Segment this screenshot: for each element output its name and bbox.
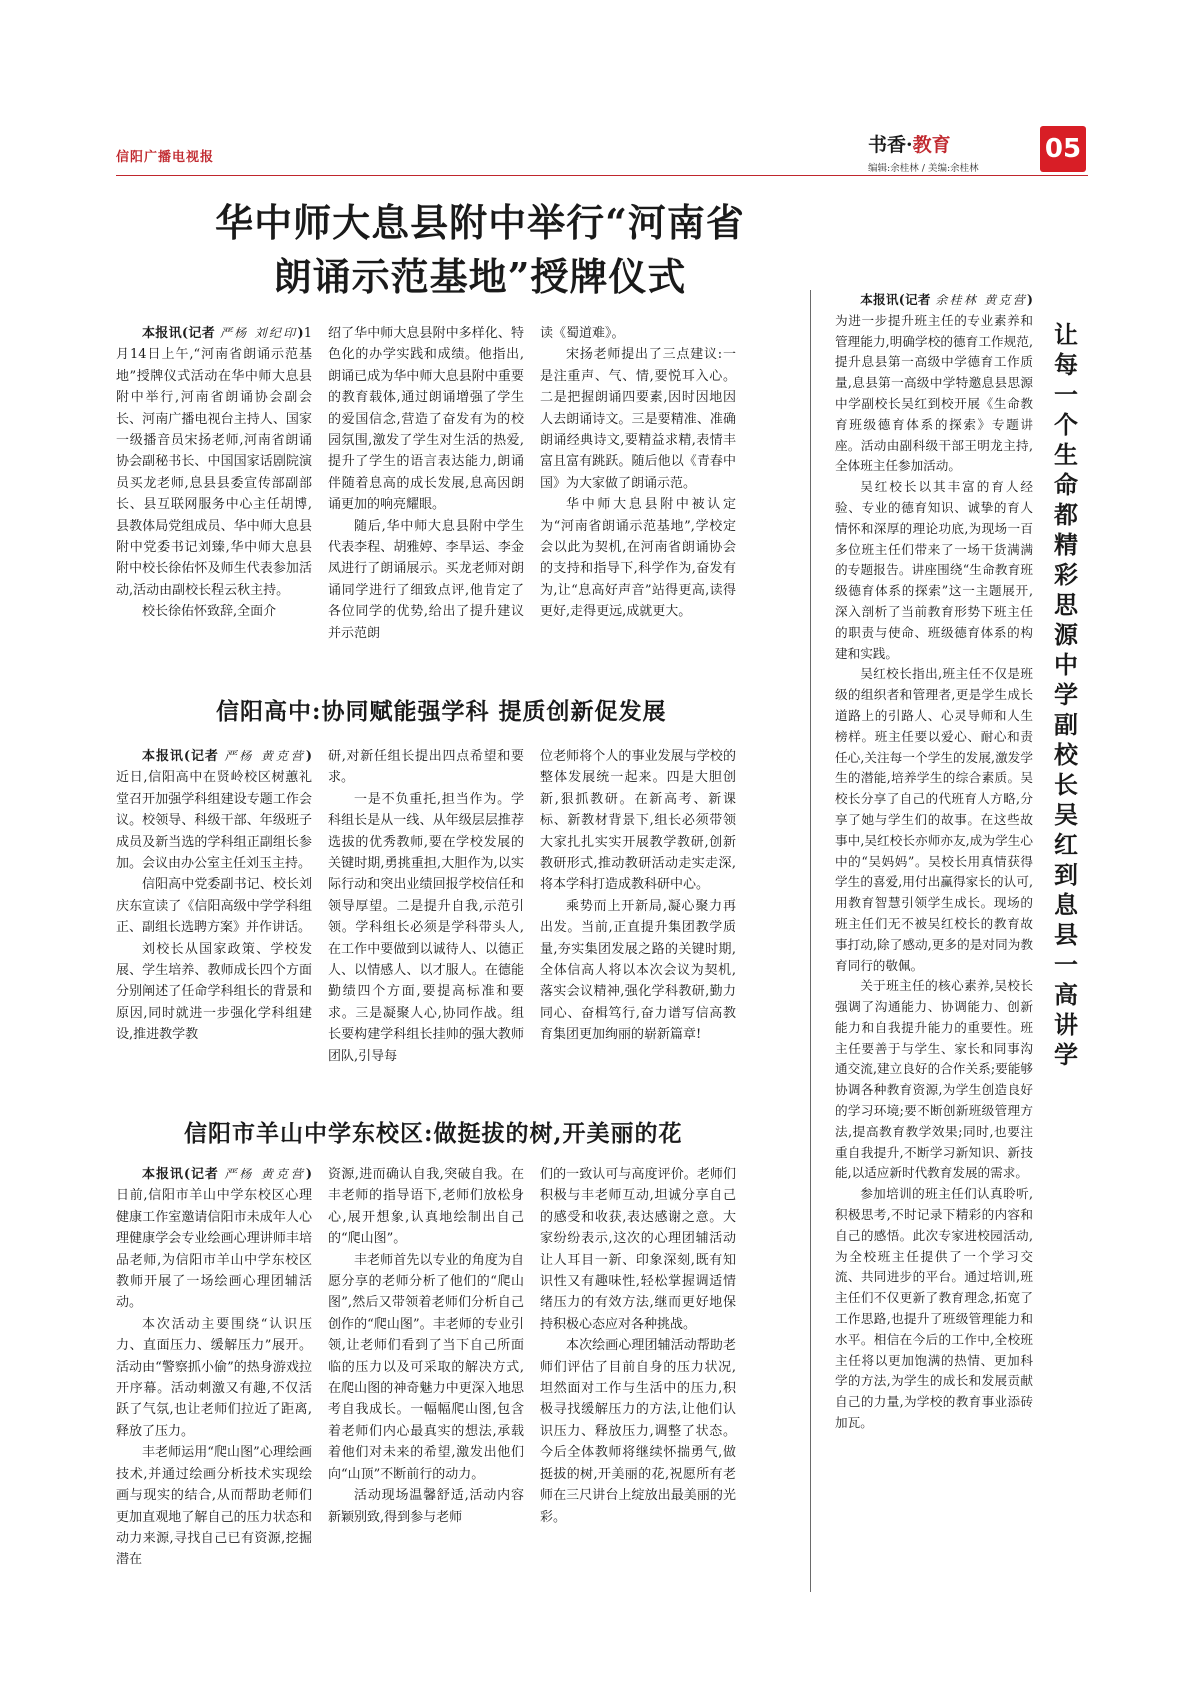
article3-paragraph: 活动现场温馨舒适,活动内容新颖别致,得到参与老师 — [328, 1488, 524, 1525]
article2-paragraph: 位老师将个人的事业发展与学校的整体发展统一起来。四是大胆创新,狠抓教研。在新高考、新课标、新教材背景下,组长必须带领大家扎扎实实开展教学教研,创新教研形式,推动教研活动走实走深,将本学科打造成教科研中心。 — [540, 749, 736, 893]
article4-paragraph: 参加培训的班主任们认真聆听,积极思考,不时记录下精彩的内容和自己的感悟。此次专家进校园活动,为全校班主任提供了一个学习交流、共同进步的平台。通过培训,班主任们不仅更新了教育理念,拓宽了工作思路,也提升了班级管理能力和水平。相信在今后的工作中,全校班主任将以更加饱满的热情、更加科学的方法,为学生的成长和发展贡献自己的力量,为学校的教育事业添砖加瓦。 — [835, 1186, 1033, 1431]
article3-byline-para — [116, 1164, 312, 1314]
article2-column-2 — [328, 746, 524, 1067]
article1-headline-line1: 华中师大息县附中举行“河南省 — [215, 200, 745, 245]
header-rule — [116, 175, 1088, 176]
article4-paragraph: 为进一步提升班主任的专业素养和管理能力,明确学校的德育工作规范,提升息县第一高级中学德育工作质量,息县第一高级中学特邀息县思源中学副校长吴红到校开展《生命教育班级德育体系的探索》专题讲座。活动由副科级干部王明龙主持,全体班主任参加活动。 — [835, 312, 1033, 474]
article1-headline — [180, 196, 780, 304]
article1-byline-para — [116, 323, 312, 601]
article3-paragraph: 本次活动主要围绕“认识压力、直面压力、缓解压力”展开。活动由“警察抓小偷”的热身游戏拉开序幕。活动刺激又有趣,不仅活跃了气氛,也让老师们拉近了距离,释放了压力。 — [116, 1316, 312, 1439]
article4-vertical-headline: 让每一个生命都精彩 思源中学副校长吴红到息县一高讲学 — [1054, 321, 1078, 1069]
article3-byline-prefix: 本报讯(记者 — [142, 1167, 225, 1182]
article2-headline: 信阳高中:协同赋能强学科 提质创新促发展 — [216, 698, 667, 725]
article1-byline-prefix: 本报讯(记者 — [142, 326, 220, 341]
article1-column-3 — [540, 323, 736, 623]
article1-byline-suffix: ) — [297, 326, 304, 341]
article2-byline-para — [116, 746, 312, 874]
article4-paragraph: 吴红校长指出,班主任不仅是班级的组织者和管理者,更是学生成长道路上的引路人、心灵导师和人生榜样。班主任要以爱心、耐心和责任心,关注每一个学生的发展,激发学生的潜能,培养学生的综合素质。吴校长分享了自己的代班育人方略,分享了她与学生们的故事。在这些故事中,吴红校长亦师亦友,成为学生心中的“吴妈妈”。吴校长用真情获得学生的喜爱,用付出赢得家长的认可,用教育智慧引领学生成长。现场的班主任们无不被吴红校长的教育故事打动,除了感动,更多的是对同为教育同行的敬佩。 — [835, 666, 1033, 973]
article2-paragraph: 信阳高中党委副书记、校长刘庆东宣读了《信阳高级中学学科组正、副组长选聘方案》并作讲话。 — [116, 877, 312, 936]
article3-byline-names: 严杨 黄克营 — [224, 1167, 306, 1181]
article2-byline-prefix: 本报讯(记者 — [142, 749, 225, 764]
article1-paragraph: 校长徐佑怀致辞,全面介 — [142, 604, 277, 620]
page-number-badge: 05 — [1040, 126, 1086, 172]
article1-paragraph: 读《蜀道难》。 — [540, 326, 625, 341]
article2-paragraph: 乘势而上开新局,凝心聚力再出发。当前,正直提升集团教学质量,夯实集团发展之路的关键时期,全体信高人将以本次会议为契机,落实会议精神,强化学科教研,勤力同心、奋楫笃行,奋力谱写信高教育集团更加绚丽的崭新篇章! — [540, 898, 736, 1043]
article3-paragraph: 本次绘画心理团辅活动帮助老师们评估了目前自身的压力状况,坦然面对工作与生活中的压力,积极寻找缓解压力的方法,让他们认识压力、释放压力,调整了状态。今后全体教师将继续怀揣勇气,做挺拔的树,开美丽的花,祝愿所有老师在三尺讲台上绽放出最美丽的光彩。 — [540, 1338, 736, 1525]
article1-byline-names: 严杨 刘纪印 — [219, 326, 298, 340]
column-divider — [810, 290, 811, 1592]
article2-byline-suffix: ) — [305, 749, 312, 764]
article4-byline-suffix: ) — [1027, 292, 1033, 307]
section-prefix: 书香· — [868, 134, 913, 156]
article3-column-2 — [328, 1164, 524, 1528]
article3-paragraph: 丰老师首先以专业的角度为自愿分享的老师分析了他们的“爬山图”,然后又带领着老师们分析自己创作的“爬山图”。丰老师的专业引领,让老师们看到了当下自己所面临的压力以及可采取的解决方式,在爬山图的神奇魅力中更深入地思考自我成长。一幅幅爬山图,包含着老师们内心最真实的想法,承载着他们对未来的希望,激发出他们向“山顶”不断前行的动力。 — [328, 1252, 524, 1482]
section-accent: 教育 — [912, 134, 951, 156]
article4-byline-para — [835, 290, 1033, 477]
article3-column-1 — [116, 1164, 312, 1571]
article4-byline-names: 余桂林 黄克营 — [935, 293, 1028, 307]
article2-column-1 — [116, 746, 312, 1046]
article1-headline-line2: 朗诵示范基地”授牌仪式 — [273, 254, 687, 299]
article3-paragraph: 们的一致认可与高度评价。老师们积极与丰老师互动,坦诚分享自己的感受和收获,表达感谢之意。大家纷纷表示,这次的心理团辅活动让人耳目一新、印象深刻,既有知识性又有趣味性,轻松掌握调适情绪压力的有效方法,继而更好地保持积极心态应对各种挑战。 — [540, 1167, 736, 1332]
article4-column — [835, 290, 1033, 1434]
article2-column-3 — [540, 746, 736, 1046]
article4-paragraph: 关于班主任的核心素养,吴校长强调了沟通能力、协调能力、创新能力和自我提升能力的重要性。班主任要善于与学生、家长和同事沟通交流,建立良好的合作关系;要能够协调各种教育资源,为学生创造良好的学习环境;要不断创新班级管理方法,提高教育教学效果;同时,也要注重自我提升,不断学习新知识、新技能,以适应新时代教育发展的需求。 — [835, 978, 1033, 1181]
article4-byline-prefix: 本报讯(记者 — [860, 292, 936, 307]
article3-paragraph: 资源,进而确认自我,突破自我。在丰老师的指导语下,老师们放松身心,展开想象,认真地绘制出自己的“爬山图”。 — [328, 1167, 524, 1247]
article1-column-1 — [116, 323, 312, 623]
article2-paragraph: 近日,信阳高中在贤岭校区树蕙礼堂召开加强学科组建设专题工作会议。校领导、科级干部、年级班子成员及新当选的学科组正副组长参加。会议由办公室主任刘玉主持。 — [116, 770, 312, 872]
article3-byline-suffix: ) — [305, 1167, 312, 1182]
editors-credit: 编辑:余桂林 / 美编:余桂林 — [868, 163, 979, 174]
article1-paragraph: 1月14日上午,“河南省朗诵示范基地”授牌仪式活动在华中师大息县附中举行,河南省朗诵协会副会长、河南广播电视台主持人、国家一级播音员宋扬老师,河南省朗诵协会副秘书长、中国国家话剧院演员买龙老师,息县县委宣传部副部长、县互联网服务中心主任胡博,县教体局党组成员、华中师大息县附中党委书记刘臻,华中师大息县附中校长徐佑怀及师生代表参加活动,活动由副校长程云秋主持。 — [116, 326, 312, 598]
article2-paragraph: 研,对新任组长提出四点希望和要求。 — [328, 749, 524, 786]
article1-paragraph: 随后,华中师大息县附中学生代表李程、胡雅婷、李旱运、李金凤进行了朗诵展示。买龙老师对朗诵同学进行了细致点评,他肯定了各位同学的优势,给出了提升建议并示范朗 — [328, 518, 524, 641]
article3-column-3 — [540, 1164, 736, 1528]
newspaper-name: 信阳广播电视报 — [116, 150, 215, 165]
article2-paragraph: 刘校长从国家政策、学校发展、学生培养、教师成长四个方面分别阐述了任命学科组长的背景和原因,同时就进一步强化学科组建设,推进教学教 — [116, 941, 312, 1043]
article1-paragraph: 宋扬老师提出了三点建议:一是注重声、气、情,要悦耳入心。二是把握朗诵四要素,因时因地因人去朗诵诗文。三是要精准、准确朗诵经典诗文,要精益求精,表情丰富且富有跳跃。随后他以《青春中国》为大家做了朗诵示范。 — [540, 347, 736, 491]
article3-paragraph: 日前,信阳市羊山中学东校区心理健康工作室邀请信阳市未成年人心理健康学会专业绘画心理讲师丰培品老师,为信阳市羊山中学东校区教师开展了一场绘画心理团辅活动。 — [116, 1188, 312, 1311]
article3-paragraph: 丰老师运用“爬山图”心理绘画技术,并通过绘画分析技术实现绘画与现实的结合,从而帮助老师们更加直观地了解自己的压力状态和动力来源,寻找自己已有资源,挖掘潜在 — [116, 1445, 312, 1568]
article2-paragraph: 一是不负重托,担当作为。学科组长是从一线、从年级层层推荐选拔的优秀教师,要在学校发展的关键时期,勇挑重担,大胆作为,以实际行动和突出业绩回报学校信任和领导厚望。二是提升自我,示范引领。学科组长必须是学科带头人,在工作中要做到以诚待人、以德正人、以情感人、以才服人。在德能勤绩四个方面,要提高标准和要求。三是凝聚人心,协同作战。组长要构建学科组长挂帅的强大教师团队,引导每 — [328, 791, 524, 1064]
article1-paragraph: 绍了华中师大息县附中多样化、特色化的办学实践和成绩。他指出,朗诵已成为华中师大息县附中重要的教育载体,通过朗诵增强了学生的爱国信念,营造了奋发有为的校园氛围,激发了学生对生活的热爱,提升了学生的语言表达能力,朗诵伴随着息高的成长发展,息高因朗诵更加的响亮耀眼。 — [328, 326, 524, 513]
article1-column-2 — [328, 323, 524, 644]
article4-paragraph: 吴红校长以其丰富的育人经验、专业的德育知识、诚挚的育人情怀和深厚的理论功底,为现场一百多位班主任们带来了一场干货满满的专题报告。讲座围绕“生命教育班级德育体系的探索”这一主题展开,深入剖析了当前教育形势下班主任的职责与使命、班级德育体系的构建和实践。 — [835, 479, 1033, 661]
section-title — [868, 130, 951, 157]
article2-byline-names: 严杨 黄克营 — [224, 749, 306, 763]
article3-headline: 信阳市羊山中学东校区:做挺拔的树,开美丽的花 — [184, 1120, 683, 1147]
article1-paragraph: 华中师大息县附中被认定为“河南省朗诵示范基地”,学校定会以此为契机,在河南省朗诵协会的支持和指导下,科学作为,奋发有为,让“息高好声音”站得更高,读得更好,走得更远,成就更大。 — [540, 497, 736, 620]
